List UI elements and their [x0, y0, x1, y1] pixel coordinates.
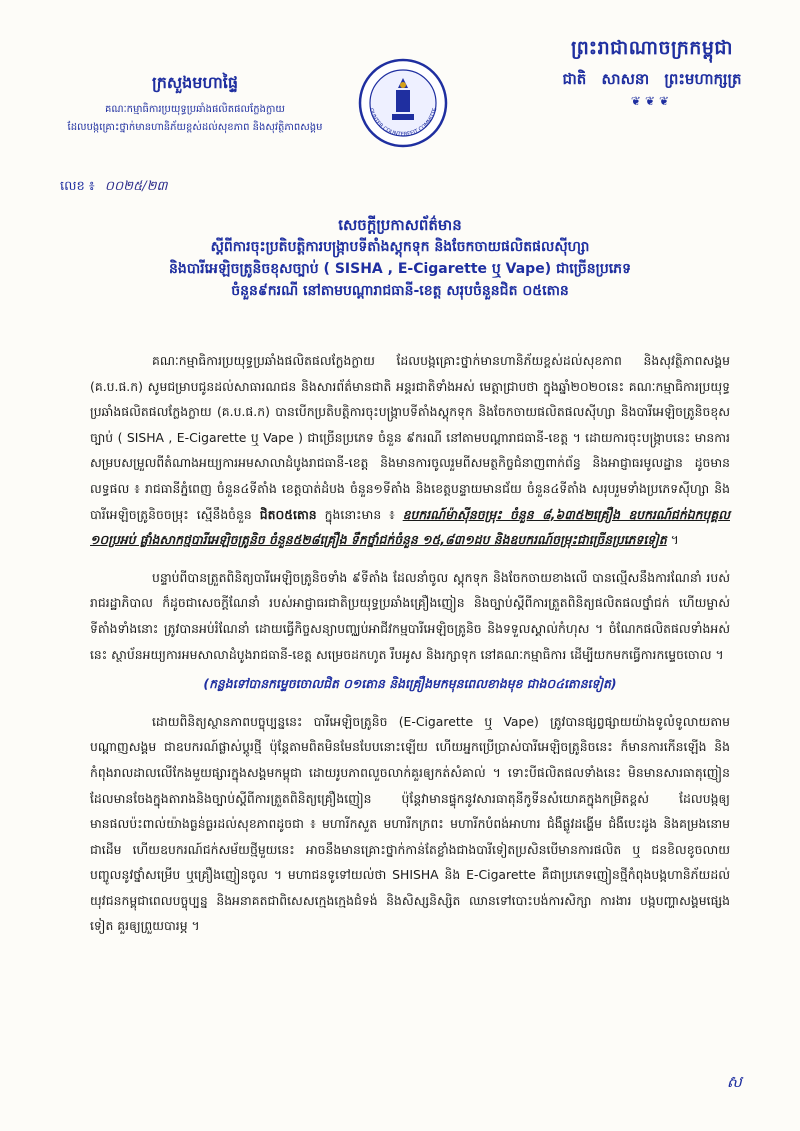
- document-body: [90, 348, 730, 951]
- title-line-3: និងបារីអេឡិចត្រូនិចខុសច្បាប់ ( SISHA , E-Cigarette ឬ Vape) ជាច្រើនប្រភេទ: [169, 260, 631, 277]
- paragraph-1-text: គណៈកម្មាធិការប្រយុទ្ធប្រឆាំងផលិតផលក្លែងក្លាយ ដែលបង្កគ្រោះថ្នាក់មានហានិភ័យខ្ពស់ដល់សុខភាព និងសុវត្ថិភាពសង្គម (គ.ប.ផ.ក) សូមជម្រាបជូនដល់សាធារណជន និងសារព័ត៌មានជាតិ អន្តរជាតិទាំងអស់ មេត្តាជ្រាបថា ក្នុងឆ្នាំ២០២០នេះ គណៈកម្មាធិការប្រយុទ្ធប្រឆាំងផលិតផលក្លែងក្លាយ (គ.ប.ផ.ក) បានបើកប្រតិបត្តិការចុះបង្ក្រាបទីតាំងស្តុកទុក និងចែកចាយផលិតផលស៊ីហ្សា និងបារីអេឡិចត្រូនិចខុសច្បាប់ ( SISHA , E-Cigarette ឬ Vape ) ជាច្រើនប្រភេទ ចំនួន ៩ករណី នៅតាមបណ្តារាជធានី-ខេត្ត ។ ដោយការចុះបង្ក្រាបនេះ មានការសម្របសម្រួលពីតំណាងអយ្យការអមសាលាដំបូងរាជធានី-ខេត្ត និងមានការចូលរួមពីសមត្ថកិច្ចជំនាញពាក់ព័ន្ធ និងអាជ្ញាធរមូលដ្ឋាន ដូចមានលទ្ធផល ៖ រាជធានីភ្នំពេញ ចំនួន៤ទីតាំង ខេត្តបាត់ដំបង ចំនួន១ទីតាំង និងខេត្តបន្ទាយមានជ័យ ចំនួន៤ទីតាំង សរុបរួមទាំងប្រភេទស៊ីហ្សា និងបារីអេឡិចត្រូនិចចម្រុះ ស្មើនឹងចំនួន: [90, 353, 730, 522]
- paragraph-3: ដោយពិនិត្យស្ថានភាពបច្ចុប្បន្ននេះ បារីអេឡិចត្រូនិច (E-Cigarette ឬ Vape) ត្រូវបានផ្សព្វផ្សាយយ៉ាងទូលំទូលាយតាមបណ្តាញសង្គម ជាឧបករណ៍ផ្លាស់ប្តូរថ្មី ប៉ុន្តែតាមពិតមិនមែនបែបនោះឡើយ ហើយអ្នកប្រើប្រាស់បារីអេឡិចត្រូនិចនេះ ក៏មានការកើនឡើង និងកំពុងរាលដាលលើកែងមួយផ្សារក្នុងសង្គមកម្ពុជា ដោយរូបភាពលួចលាក់គួរឲ្យកត់សំគាល់ ។ ទោះបីផលិតផលទាំងនេះ មិនមានសារធាតុញៀន ដែលមានចែងក្នុងតារាងនិងច្បាប់ស្តីពីការត្រួតពិនិត្យគ្រឿងញៀន ប៉ុន្តែវាមានផ្ទុកនូវសារធាតុនីកូទីនសំយោគក្នុងកម្រិតខ្ពស់ ដែលបង្កឲ្យមានផលប៉ះពាល់យ៉ាងធ្ងន់ធ្ងរដល់សុខភាពដូចជា ៖ មហារីកសួត មហារីកក្រពះ មហារីកបំពង់អាហារ ជំងឺផ្លូវដង្ហើម ជំងឺបេះដូង និងគម្រងនោមជាដើម ហើយឧបករណ៍ជក់សម័យថ្មីមួយនេះ អាចនឹងមានគ្រោះថ្នាក់កាន់តែខ្លាំងជាងបារីទៀតប្រសិនបើមានការផលិត ឬ ជនខិលខូចលាយបញ្ចូលនូវថ្នាំសម្រើប ឬគ្រឿងញៀនចូល ។ មហាជនទូទៅយល់ថា SHISHA និង E-Cigarette គឺជាប្រភេទញៀនថ្មីកំពុងបង្កហានិភ័យដល់យុវជនកម្ពុជាពេលបច្ចុប្បន្ន និងអនាគតជាពិសេសក្មេងក្មេងជំទង់ និងសិស្សនិស្សិត ឈានទៅបោះបង់ការសិក្សា ការងារ បង្កបញ្ហាសង្គមផ្សេងទៀត គួរឲ្យព្រួយបារម្ភ ។: [90, 713, 730, 934]
- document-title-block: [80, 214, 720, 302]
- signature-mark: ស: [726, 1072, 742, 1091]
- paragraph-1-highlight: ឧបករណ៍ម៉ាស៊ីនចម្រុះ ចំនួន ៨,៦៣៥២គ្រឿង ឧបករណ៍ជក់ឯកបុគ្គល ១០ប្រអប់ ផ្លាំងសាកថ្មបារីអេឡិចត្រូនិច ចំនួន៥២៨គ្រឿង ទឹកថ្នាំជក់ចំនួន ១៥,៨៣១ដប និងឧបករណ៍ចម្រុះជាច្រើនប្រភេទទៀត: [90, 506, 730, 548]
- kingdom-title: ព្រះរាជាណាចក្រកម្ពុជា: [571, 37, 733, 59]
- paragraph-2: បន្ទាប់ពីបានត្រួតពិនិត្យបារីអេឡិចត្រូនិចទាំង ៩ទីតាំង ដែលនាំចូល ស្តុកទុក និងចែកចាយខាងលើ បានល្មើសនឹងការណែនាំ របស់រាជរដ្ឋាភិបាល ក៏ដូចជាសេចក្តីណែនាំ របស់អាជ្ញាធរជាតិប្រយុទ្ធប្រឆាំងគ្រឿងញៀន និងច្បាប់ស្តីពីការត្រួតពិនិត្យផលិតផលថ្នាំជក់ ហើយម្ចាស់ទីតាំងទាំងនោះ ត្រូវបានអប់រំណែនាំ ដោយធ្វើកិច្ចសន្យាបញ្ឈប់អាជីវកម្មបារីអេឡិចត្រូនិច និងទទួលស្គាល់កំហុស ។ ចំណែកផលិតផលទាំងអស់នេះ ស្ថាប័នអយ្យការអមសាលាដំបូងរាជធានី-ខេត្ត សម្រេចដកហូត រឹបអូស និងរក្សាទុក នៅគណៈកម្មាធិការ ដើម្បីយកមកធ្វើការកម្ទេចចោល ។: [90, 569, 730, 662]
- committee-line-2: ដែលបង្កគ្រោះថ្នាក់មានហានិភ័យខ្ពស់ដល់សុខភាព និងសុវត្ថិភាពសង្គម: [67, 122, 323, 133]
- committee-line-1: គណៈកម្មាធិការប្រយុទ្ធប្រឆាំងផលិតផលក្លែងក្លាយ: [105, 104, 285, 115]
- seal-caption: OUNTER COUNTERFEIT COMMITTE: [367, 107, 439, 138]
- title-line-2: ស្តីពីការចុះប្រតិបត្តិការបង្ក្រាបទីតាំងស្តុកទុក និងចែកចាយផលិតផលស៊ីហ្សា: [210, 239, 590, 256]
- ornament-divider: ❦❦❦: [630, 94, 674, 108]
- paragraph-2-note: (កន្លងទៅបានកម្ទេចចោលជិត ០១តោន និងគ្រឿងមកមុនពេលខាងមុខ ជាង០៤តោនទៀត): [203, 676, 617, 692]
- kingdom-motto: ជាតិ សាសនា ព្រះមហាក្សត្រ: [562, 70, 742, 88]
- title-line-4: ចំនួន៩ករណី នៅតាមបណ្តារាជធានី-ខេត្ត សរុបចំនួនជិត ០៥តោន: [231, 282, 569, 299]
- reference-label: លេខ ៖: [60, 179, 95, 194]
- paragraph-1-mid: ក្នុងនោះមាន ៖: [324, 506, 403, 522]
- paragraph-1-bold: ជិត០៥តោន: [259, 506, 317, 522]
- paragraph-1: [90, 348, 730, 553]
- reference-number: [60, 178, 168, 197]
- title-line-1: សេចក្តីប្រកាសព័ត៌មាន: [338, 216, 462, 234]
- reference-value: ០០២៥/២៣: [104, 179, 168, 194]
- committee-seal-logo: [358, 58, 448, 148]
- kingdom-header: [552, 36, 752, 108]
- ministry-name: ក្រសួងមហាផ្ទៃ: [151, 73, 238, 92]
- ministry-header: [60, 72, 330, 135]
- paragraph-1-end: ។: [670, 532, 679, 548]
